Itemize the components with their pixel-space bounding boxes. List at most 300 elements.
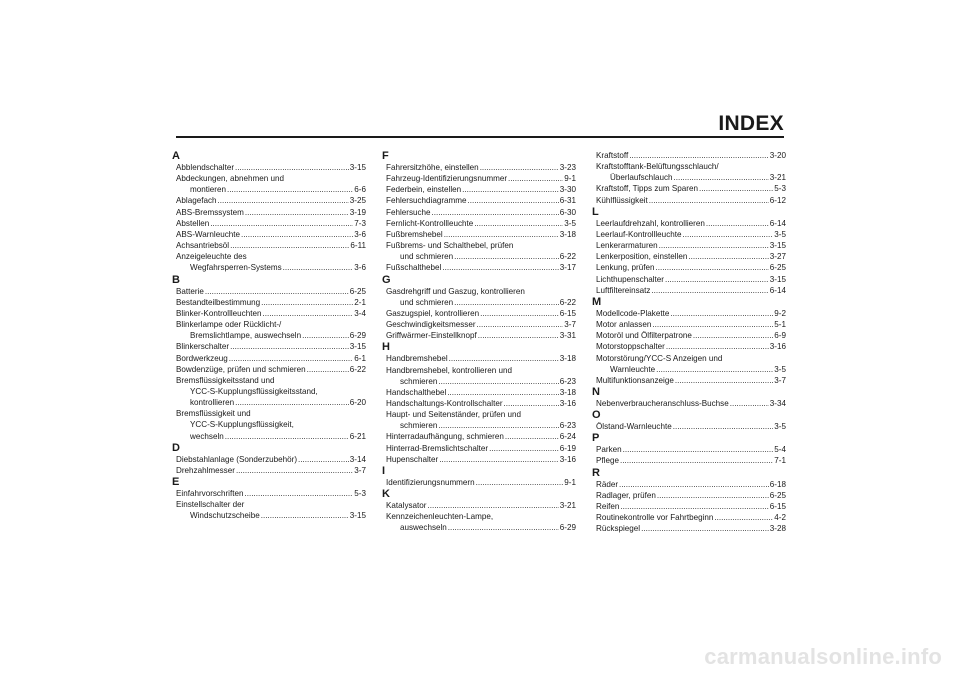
index-page-ref: 5-3 bbox=[774, 184, 786, 194]
index-entry bbox=[596, 308, 786, 319]
leader-dots bbox=[619, 479, 769, 490]
index-entry-text: Handschalthebel bbox=[386, 387, 447, 397]
index-entry-text: Einstellschalter der bbox=[176, 500, 245, 510]
index-entry bbox=[176, 488, 366, 499]
leader-dots bbox=[442, 262, 558, 273]
index-entry-text: Blinker-Kontrollleuchten bbox=[176, 308, 262, 318]
index-entry bbox=[596, 218, 786, 229]
index-entry bbox=[386, 240, 576, 262]
leader-dots bbox=[673, 421, 774, 432]
index-entry-text: Bestandteilbestimmung bbox=[176, 297, 261, 307]
index-entry bbox=[176, 353, 366, 364]
index-page-ref: 9-1 bbox=[564, 174, 576, 184]
leader-dots bbox=[670, 308, 773, 319]
index-entry-text: Räder bbox=[596, 479, 619, 489]
leader-dots bbox=[218, 195, 349, 206]
index-entry-text: Fahrersitzhöhe, einstellen bbox=[386, 163, 479, 172]
leader-dots bbox=[683, 229, 774, 240]
index-entry bbox=[596, 341, 786, 352]
index-page-ref: 3-15 bbox=[349, 511, 366, 521]
index-entry-text: Bordwerkzeug bbox=[176, 353, 228, 363]
index-entry bbox=[386, 431, 576, 442]
index-entry-text: auswechseln bbox=[400, 523, 447, 533]
leader-dots bbox=[245, 207, 349, 218]
index-entry-text: kontrollieren bbox=[190, 398, 235, 408]
leader-dots bbox=[656, 364, 773, 375]
index-page-ref: 7-1 bbox=[774, 456, 786, 466]
index-entry-text: Modellcode-Plakette bbox=[596, 308, 670, 318]
index-letter-heading: I bbox=[382, 464, 386, 477]
leader-dots bbox=[261, 510, 349, 521]
leader-dots bbox=[674, 172, 769, 183]
leader-dots bbox=[447, 387, 559, 398]
index-letter-heading: A bbox=[172, 150, 180, 162]
index-letter-heading: P bbox=[592, 432, 600, 445]
index-entry bbox=[386, 195, 576, 206]
index-entry-text: Fußbremshebel bbox=[386, 229, 443, 239]
leader-dots bbox=[665, 274, 769, 285]
index-entry-text: schmieren bbox=[400, 376, 438, 386]
index-entry bbox=[176, 286, 366, 297]
index-letter-heading: F bbox=[382, 150, 389, 162]
index-entry-text: Identifizierungsnummern bbox=[386, 477, 475, 487]
index-entry bbox=[596, 501, 786, 512]
index-entry bbox=[176, 341, 366, 352]
leader-dots bbox=[438, 376, 558, 387]
index-entry-text: ABS-Bremssystem bbox=[176, 207, 244, 217]
leader-dots bbox=[448, 522, 559, 533]
index-entry-text: Fußschalthebel bbox=[386, 263, 442, 273]
index-page-ref: 6-23 bbox=[559, 421, 576, 431]
index-letter-heading: H bbox=[382, 341, 390, 354]
index-entry bbox=[596, 319, 786, 330]
leader-dots bbox=[666, 341, 769, 352]
leader-dots bbox=[620, 455, 773, 466]
leader-dots bbox=[283, 262, 354, 273]
index-entry-text: Abstellen bbox=[176, 218, 210, 228]
index-page-ref: 4-2 bbox=[774, 513, 786, 523]
leader-dots bbox=[699, 183, 773, 194]
index-entry bbox=[596, 455, 786, 466]
leader-dots bbox=[241, 229, 353, 240]
index-page-ref: 3-16 bbox=[769, 342, 786, 352]
leader-dots bbox=[730, 398, 769, 409]
index-entry-text: Blinkerschalter bbox=[176, 342, 230, 352]
leader-dots bbox=[307, 364, 349, 375]
index-entry bbox=[386, 443, 576, 454]
index-letter-heading: D bbox=[172, 441, 180, 454]
leader-dots bbox=[652, 319, 773, 330]
index-entry bbox=[386, 229, 576, 240]
index-entry bbox=[176, 319, 366, 341]
index-entry-text: Gaszugspiel, kontrollieren bbox=[386, 308, 480, 318]
index-entry-text: Handschaltungs-Kontrollschalter bbox=[386, 398, 503, 408]
index-page-ref: 3-16 bbox=[559, 398, 576, 408]
leader-dots bbox=[693, 330, 773, 341]
leader-dots bbox=[262, 308, 353, 319]
index-entry-text: Bremsflüssigkeit und bbox=[176, 409, 251, 419]
index-page-ref: 3-14 bbox=[349, 454, 366, 464]
index-page-ref: 3-23 bbox=[559, 163, 576, 172]
index-entry bbox=[176, 375, 366, 408]
index-page-ref: 7-3 bbox=[354, 218, 366, 228]
index-entry bbox=[596, 512, 786, 523]
index-entry-text: Lichthupenschalter bbox=[596, 274, 664, 284]
leader-dots bbox=[205, 286, 349, 297]
index-entry bbox=[596, 240, 786, 251]
leader-dots bbox=[261, 297, 353, 308]
index-entry-text: Anzeigeleuchte des bbox=[176, 252, 247, 262]
index-entry bbox=[386, 173, 576, 184]
index-page-ref: 6-15 bbox=[559, 308, 576, 318]
index-page-ref: 6-29 bbox=[559, 523, 576, 533]
index-entry-text: Pflege bbox=[596, 456, 619, 466]
index-entry bbox=[596, 251, 786, 262]
index-entry bbox=[596, 353, 786, 375]
index-entry-text: und schmieren bbox=[400, 252, 454, 262]
index-entry-text: Gasdrehgriff und Gaszug, kontrollieren bbox=[386, 286, 525, 296]
index-entry-text: Drehzahlmesser bbox=[176, 465, 235, 475]
index-entry-text: Kraftstofftank-Belüftungsschlauch/ bbox=[596, 162, 719, 172]
leader-dots bbox=[230, 240, 349, 251]
index-entry-text: Fernlicht-Kontrollleuchte bbox=[386, 218, 474, 228]
index-entry bbox=[386, 454, 576, 465]
index-entry bbox=[176, 229, 366, 240]
leader-dots bbox=[714, 512, 773, 523]
index-page-ref: 6-22 bbox=[559, 297, 576, 307]
index-entry-text: Lenkung, prüfen bbox=[596, 263, 655, 273]
leader-dots bbox=[444, 229, 559, 240]
index-entry-text: Abblendschalter bbox=[176, 163, 235, 172]
index-page-ref: 3-5 bbox=[564, 218, 576, 228]
index-page-ref: 3-15 bbox=[769, 241, 786, 251]
index-entry bbox=[596, 262, 786, 273]
index-entry-text: Warnleuchte bbox=[610, 364, 656, 374]
index-page-ref: 3-16 bbox=[559, 454, 576, 464]
index-entry bbox=[176, 454, 366, 465]
index-page-ref: 6-25 bbox=[769, 490, 786, 500]
index-page-ref: 3-21 bbox=[559, 501, 576, 511]
index-letter-heading: E bbox=[172, 476, 180, 489]
leader-dots bbox=[230, 341, 349, 352]
index-entry-text: Parken bbox=[596, 445, 622, 455]
index-entry-text: Haupt- und Seitenständer, prüfen und bbox=[386, 410, 521, 420]
leader-dots bbox=[438, 420, 558, 431]
index-letter-heading: B bbox=[172, 273, 180, 286]
index-entry bbox=[596, 274, 786, 285]
index-entry-text: Kennzeichenleuchten-Lampe, bbox=[386, 512, 494, 522]
index-entry-text: Griffwärmer-Einstellknopf bbox=[386, 331, 477, 341]
index-entry-text: Leerlauf-Kontrollleuchte bbox=[596, 229, 682, 239]
index-entry bbox=[176, 218, 366, 229]
index-entry bbox=[176, 364, 366, 375]
index-letter-heading: N bbox=[592, 385, 600, 398]
leader-dots bbox=[659, 240, 769, 251]
index-page-ref: 6-18 bbox=[769, 479, 786, 489]
index-entry bbox=[176, 173, 366, 195]
leader-dots bbox=[489, 443, 559, 454]
index-entry-text: wechseln bbox=[190, 431, 224, 441]
leader-dots bbox=[675, 375, 773, 386]
index-page-ref: 3-15 bbox=[769, 274, 786, 284]
leader-dots bbox=[706, 218, 769, 229]
index-page-ref: 5-1 bbox=[774, 320, 786, 330]
index-entry bbox=[386, 409, 576, 431]
index-entry-text: Ölstand-Warnleuchte bbox=[596, 422, 672, 432]
index-page-ref: 3-7 bbox=[354, 465, 366, 475]
index-entry-text: Bowdenzüge, prüfen und schmieren bbox=[176, 364, 306, 374]
index-entry bbox=[596, 421, 786, 432]
index-entry bbox=[596, 183, 786, 194]
leader-dots bbox=[428, 500, 559, 511]
index-page-ref: 6-21 bbox=[349, 431, 366, 441]
leader-dots bbox=[235, 162, 349, 173]
watermark: carmanualsonline.info bbox=[704, 644, 942, 669]
index-page-ref: 3-15 bbox=[349, 342, 366, 352]
index-entry bbox=[596, 330, 786, 341]
index-letter-heading: G bbox=[382, 273, 391, 286]
index-entry bbox=[596, 195, 786, 206]
index-entry-text: Multifunktionsanzeige bbox=[596, 375, 674, 385]
index-entry bbox=[176, 408, 366, 441]
leader-dots bbox=[227, 184, 353, 195]
leader-dots bbox=[478, 330, 559, 341]
leader-dots bbox=[454, 251, 559, 262]
index-entry bbox=[596, 229, 786, 240]
index-entry-text: Fehlersuchdiagramme bbox=[386, 196, 467, 206]
index-entry-text: Leerlaufdrehzahl, kontrollieren bbox=[596, 218, 705, 228]
leader-dots bbox=[620, 501, 768, 512]
index-entry-text: Ablagefach bbox=[176, 196, 217, 206]
index-page-ref: 6-29 bbox=[349, 331, 366, 341]
index-entry-text: Wegfahrsperren-Systems bbox=[190, 263, 282, 273]
index-letter-heading: K bbox=[382, 488, 390, 501]
index-page-ref: 6-23 bbox=[559, 376, 576, 386]
index-entry bbox=[176, 308, 366, 319]
index-entry bbox=[596, 479, 786, 490]
index-entry-text: Hupenschalter bbox=[386, 454, 439, 464]
index-entry-text: Batterie bbox=[176, 286, 204, 296]
index-page-ref: 6-14 bbox=[769, 285, 786, 295]
index-entry-text: Handbremshebel bbox=[386, 354, 448, 364]
index-entry bbox=[596, 444, 786, 455]
index-entry-text: schmieren bbox=[400, 421, 438, 431]
index-entry-text: Diebstahlanlage (Sonderzubehör) bbox=[176, 454, 298, 464]
index-page-ref: 6-22 bbox=[349, 364, 366, 374]
leader-dots bbox=[656, 262, 769, 273]
index-entry-text: Kraftstoff, Tipps zum Sparen bbox=[596, 184, 698, 194]
index-page-ref: 3-30 bbox=[559, 185, 576, 195]
index-entry-text: Reifen bbox=[596, 501, 620, 511]
leader-dots bbox=[439, 454, 559, 465]
index-entry bbox=[386, 511, 576, 533]
leader-dots bbox=[657, 490, 769, 501]
index-page-ref: 3-7 bbox=[774, 375, 786, 385]
index-entry-text: Motorstörung/YCC-S Anzeigen und bbox=[596, 353, 723, 363]
leader-dots bbox=[229, 353, 354, 364]
index-column-1 bbox=[172, 150, 366, 522]
index-page-ref: 6-15 bbox=[769, 501, 786, 511]
index-page-ref: 6-19 bbox=[559, 443, 576, 453]
index-letter-heading: R bbox=[592, 466, 600, 479]
index-entry-text: Routinekontrolle vor Fahrtbeginn bbox=[596, 513, 714, 523]
index-entry-text: Windschutzscheibe bbox=[190, 511, 260, 521]
index-entry bbox=[386, 262, 576, 273]
index-entry-text: und schmieren bbox=[400, 297, 454, 307]
index-entry-text: Bremslichtlampe, auswechseln bbox=[190, 331, 302, 341]
index-entry-text: Handbremshebel, kontrollieren und bbox=[386, 365, 512, 375]
index-entry bbox=[386, 162, 576, 173]
index-entry-text: Motor anlassen bbox=[596, 320, 652, 330]
index-page-ref: 6-6 bbox=[354, 185, 366, 195]
leader-dots bbox=[688, 251, 768, 262]
index-entry bbox=[596, 285, 786, 296]
index-entry bbox=[176, 207, 366, 218]
index-letter-heading: L bbox=[592, 205, 599, 218]
index-entry-text: Lenkerposition, einstellen bbox=[596, 252, 688, 262]
index-entry-text: montieren bbox=[190, 185, 226, 195]
index-entry-text: Blinkerlampe oder Rücklicht-/ bbox=[176, 320, 282, 330]
leader-dots bbox=[649, 195, 769, 206]
index-entry bbox=[596, 150, 786, 161]
index-entry-text: Fußbrems- und Schalthebel, prüfen bbox=[386, 241, 514, 251]
index-entry-text: Fahrzeug-Identifizierungsnummer bbox=[386, 174, 508, 184]
index-page-ref: 3-34 bbox=[769, 398, 786, 408]
index-page-ref: 3-4 bbox=[354, 308, 366, 318]
index-entry-text: Fehlersuche bbox=[386, 207, 431, 217]
index-page-ref: 6-20 bbox=[349, 398, 366, 408]
index-entry-text: Einfahrvorschriften bbox=[176, 489, 244, 499]
leader-dots bbox=[210, 218, 353, 229]
index-entry bbox=[386, 398, 576, 409]
index-page-ref: 6-22 bbox=[559, 252, 576, 262]
leader-dots bbox=[225, 431, 349, 442]
index-page-ref: 3-6 bbox=[354, 229, 366, 239]
index-page-ref: 6-9 bbox=[774, 331, 786, 341]
leader-dots bbox=[629, 150, 769, 161]
index-page-ref: 3-31 bbox=[559, 331, 576, 341]
index-page-ref: 3-28 bbox=[769, 524, 786, 534]
index-entry-text: ABS-Warnleuchte bbox=[176, 229, 241, 239]
index-entry-text: Federbein, einstellen bbox=[386, 185, 462, 195]
leader-dots bbox=[480, 162, 559, 173]
index-entry bbox=[176, 162, 366, 173]
index-page-ref: 3-21 bbox=[769, 173, 786, 183]
index-entry-text: Bremsflüssigkeitsstand und bbox=[176, 375, 275, 385]
index-entry-text: Lenkerarmaturen bbox=[596, 241, 658, 251]
index-entry bbox=[386, 477, 576, 488]
index-page-ref: 3-7 bbox=[564, 320, 576, 330]
leader-dots bbox=[432, 207, 559, 218]
leader-dots bbox=[298, 454, 349, 465]
title-rule bbox=[176, 136, 784, 138]
index-page-ref: 5-4 bbox=[774, 445, 786, 455]
leader-dots bbox=[244, 488, 353, 499]
index-column-3 bbox=[592, 150, 786, 534]
leader-dots bbox=[480, 308, 559, 319]
index-page-ref: 3-18 bbox=[559, 354, 576, 364]
leader-dots bbox=[504, 398, 559, 409]
index-entry-text: Achsantriebsöl bbox=[176, 241, 230, 251]
index-page-ref: 3-5 bbox=[774, 364, 786, 374]
index-entry-text: Hinterradaufhängung, schmieren bbox=[386, 432, 504, 442]
index-page-ref: 6-25 bbox=[769, 263, 786, 273]
leader-dots bbox=[235, 397, 349, 408]
index-entry-text: YCC-S-Kupplungsflüssigkeitsstand, bbox=[190, 386, 318, 396]
index-entry-text: YCC-S-Kupplungsflüssigkeit, bbox=[190, 420, 294, 430]
leader-dots bbox=[449, 353, 559, 364]
index-entry bbox=[176, 499, 366, 521]
index-page-ref: 3-17 bbox=[559, 263, 576, 273]
index-page-ref: 6-14 bbox=[769, 218, 786, 228]
index-page-ref: 6-31 bbox=[559, 196, 576, 206]
leader-dots bbox=[623, 444, 774, 455]
index-entry-text: Rückspiegel bbox=[596, 524, 641, 534]
leader-dots bbox=[302, 330, 349, 341]
leader-dots bbox=[508, 173, 563, 184]
index-page-ref: 3-20 bbox=[769, 151, 786, 160]
index-entry bbox=[386, 308, 576, 319]
index-entry bbox=[386, 330, 576, 341]
leader-dots bbox=[462, 184, 559, 195]
index-page-ref: 6-1 bbox=[354, 353, 366, 363]
index-entry bbox=[386, 319, 576, 330]
index-page-ref: 9-2 bbox=[774, 308, 786, 318]
index-entry-text: Motorstoppschalter bbox=[596, 342, 665, 352]
index-entry bbox=[596, 523, 786, 534]
index-entry bbox=[386, 500, 576, 511]
index-page-ref: 3-18 bbox=[559, 387, 576, 397]
index-page-ref: 2-1 bbox=[354, 297, 366, 307]
index-entry-text: Motoröl und Ölfilterpatrone bbox=[596, 331, 692, 341]
leader-dots bbox=[468, 195, 559, 206]
index-entry-text: Abdeckungen, abnehmen und bbox=[176, 174, 285, 184]
index-entry-text: Hinterrad-Bremslichtschalter bbox=[386, 443, 489, 453]
leader-dots bbox=[236, 465, 353, 476]
index-entry-text: Geschwindigkeitsmesser bbox=[386, 320, 476, 330]
index-page-ref: 6-30 bbox=[559, 207, 576, 217]
index-entry bbox=[386, 387, 576, 398]
index-page-ref: 6-24 bbox=[559, 432, 576, 442]
leader-dots bbox=[641, 523, 769, 534]
index-entry bbox=[386, 286, 576, 308]
index-page-ref: 3-27 bbox=[769, 252, 786, 262]
leader-dots bbox=[505, 431, 559, 442]
leader-dots bbox=[477, 319, 564, 330]
index-page-ref: 6-25 bbox=[349, 286, 366, 296]
index-entry bbox=[596, 490, 786, 501]
index-page-ref: 3-19 bbox=[349, 207, 366, 217]
index-entry bbox=[596, 398, 786, 409]
leader-dots bbox=[476, 477, 564, 488]
index-entry-text: Luftfiltereinsatz bbox=[596, 285, 651, 295]
index-entry bbox=[386, 353, 576, 364]
index-page-ref: 3-6 bbox=[354, 263, 366, 273]
index-letter-heading: M bbox=[592, 295, 602, 308]
index-page-ref: 5-3 bbox=[354, 489, 366, 499]
index-entry-text: Radlager, prüfen bbox=[596, 490, 656, 500]
index-entry-text: Nebenverbraucheranschluss-Buchse bbox=[596, 398, 729, 408]
index-page-ref: 6-11 bbox=[350, 241, 366, 251]
index-page-ref: 6-12 bbox=[769, 195, 786, 205]
index-entry bbox=[386, 207, 576, 218]
index-entry bbox=[596, 375, 786, 386]
leader-dots bbox=[474, 218, 563, 229]
index-entry-text: Kraftstoff bbox=[596, 151, 629, 160]
index-entry bbox=[176, 297, 366, 308]
index-entry-text: Überlaufschlauch bbox=[610, 173, 673, 183]
index-entry bbox=[176, 251, 366, 273]
